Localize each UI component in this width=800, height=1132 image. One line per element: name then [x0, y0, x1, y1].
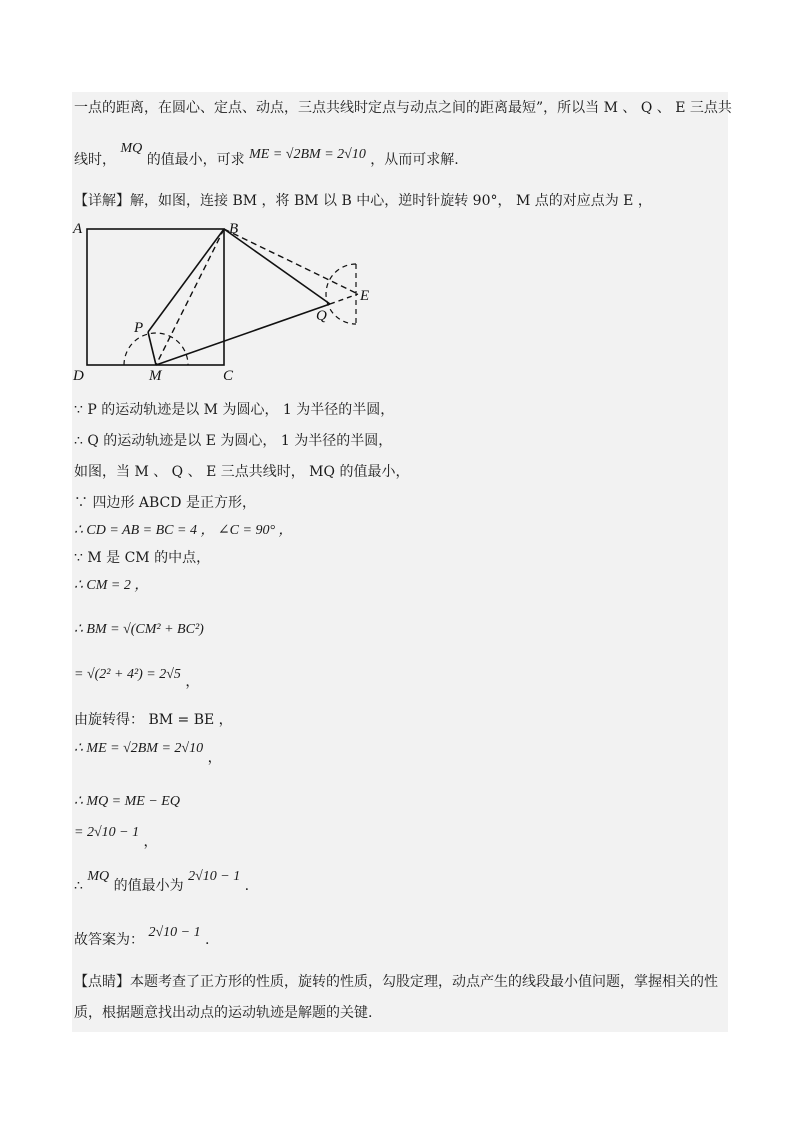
text-frag: 线时， — [74, 152, 116, 168]
text-line-20: 质，根据题意找出动点的运动轨迹是解题的关键. — [74, 1005, 373, 1021]
math-answer: 2√10 − 1 — [188, 869, 241, 884]
text-line-8: ∴ CD = AB = BC = 4 ， ∠C = 90° ， — [74, 523, 293, 538]
text-line-11: ∴ BM = √(CM² + BC²) — [74, 622, 204, 637]
label-q: Q — [316, 308, 327, 324]
text-line-2 — [74, 141, 459, 171]
text-frag: ∴ — [74, 878, 83, 894]
answer-label: 故答案为： — [74, 932, 144, 948]
label-d: D — [73, 368, 84, 384]
text-frag: ， — [207, 750, 222, 766]
segment-bp — [148, 229, 224, 332]
text-frag: 的值最小，可求 — [146, 152, 245, 168]
text-frag: . — [244, 878, 250, 894]
text-line-5: ∴ Q 的运动轨迹是以 E 为圆心， 1 为半径的半圆， — [74, 433, 393, 449]
segment-qe — [330, 294, 358, 304]
label-m: M — [149, 368, 162, 384]
math-mq: MQ — [120, 141, 143, 156]
text-frag: ， — [143, 834, 158, 850]
math-answer: 2√10 − 1 — [148, 925, 201, 940]
text-line-4: ∵ P 的运动轨迹是以 M 为圆心， 1 为半径的半圆， — [74, 402, 395, 418]
math-calc: = √(2² + 4²) = 2√5 — [74, 667, 181, 682]
math-mq-value: = 2√10 − 1 — [74, 825, 140, 840]
label-c: C — [223, 368, 234, 384]
math-me: ∴ ME = √2BM = 2√10 — [74, 741, 204, 756]
math-me: ME = √2BM = 2√10 — [249, 147, 366, 162]
text-line-12 — [74, 664, 200, 690]
text-line-13: 由旋转得： BM = BE ， — [74, 712, 233, 728]
text-line-16 — [74, 822, 158, 850]
text-line-3: 【详解】解，如图，连接 BM ，将 BM 以 B 中心，逆时针旋转 90°， M 点的对应点为 E ， — [74, 193, 652, 209]
segment-bq — [224, 229, 330, 304]
square-abcd — [87, 229, 224, 365]
segment-be — [224, 229, 358, 294]
label-p: P — [134, 320, 144, 336]
text-frag: ，从而可求解. — [370, 152, 459, 168]
text-frag: 的值最小为 — [113, 878, 184, 894]
text-line-1: 一点的距离，在圆心、定点、动点，三点共线时定点与动点之间的距离最短”，所以当 M 、 Q 、 E 三点共 — [74, 100, 732, 116]
text-line-18 — [74, 925, 210, 951]
semicircle-m — [124, 333, 188, 365]
text-line-19: 【点睛】本题考查了正方形的性质，旋转的性质，勾股定理，动点产生的线段最小值问题，掌握相关的性 — [74, 974, 718, 990]
text-line-15: ∴ MQ = ME − EQ — [74, 794, 180, 809]
text-frag: . — [205, 932, 210, 948]
text-line-7: ∵ 四边形 ABCD 是正方形， — [74, 495, 256, 511]
label-b: B — [229, 221, 239, 237]
label-a: A — [73, 221, 83, 237]
math-mq: MQ — [87, 869, 110, 884]
label-e: E — [360, 288, 370, 304]
segment-pm — [148, 332, 156, 365]
text-line-10: ∴ CM = 2 ， — [74, 578, 149, 593]
text-line-17 — [74, 869, 250, 897]
text-line-6: 如图，当 M 、 Q 、 E 三点共线时， MQ 的值最小， — [74, 464, 410, 480]
text-line-14 — [74, 738, 222, 766]
geometry-figure — [70, 216, 390, 386]
semicircle-e — [326, 264, 356, 324]
text-line-9: ∵ M 是 CM 的中点， — [74, 550, 211, 566]
text-frag: ， — [185, 674, 200, 690]
